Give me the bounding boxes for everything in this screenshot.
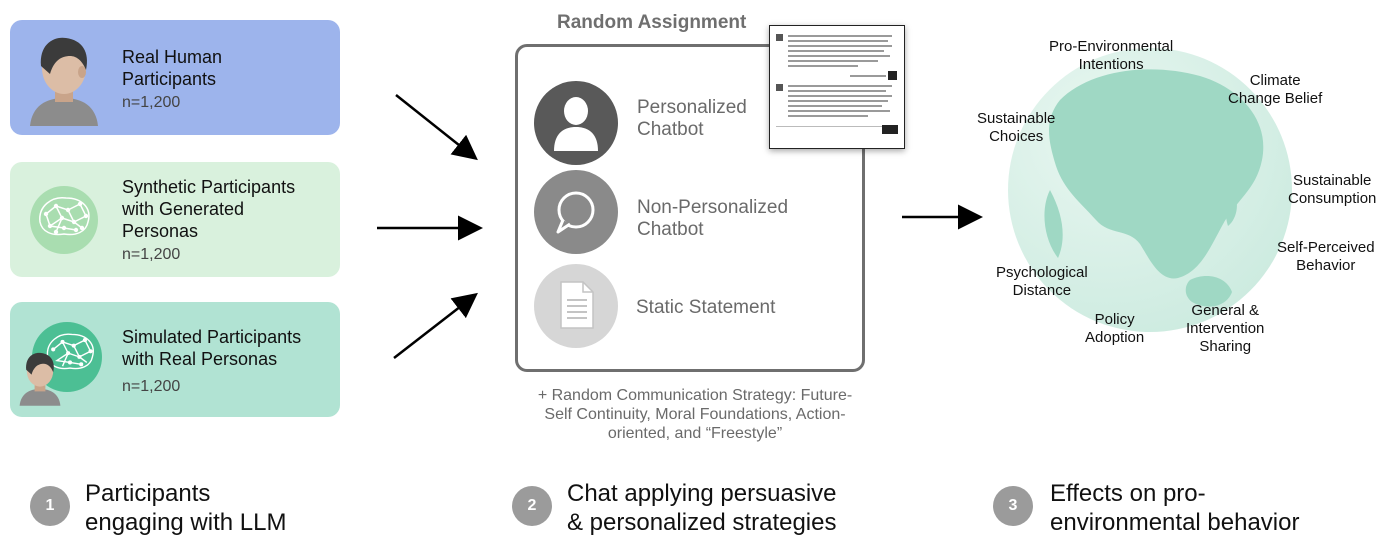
step-label-line: Effects on pro- <box>1050 480 1206 507</box>
chat-send-button <box>882 125 898 134</box>
card-title-line: Real Human <box>122 47 223 67</box>
outcome-line: Psychological <box>996 264 1088 281</box>
outcome-line: Sustainable <box>977 110 1056 127</box>
outcome-line: Sharing <box>1199 338 1252 355</box>
outcome-line: Self-Perceived <box>1277 239 1375 256</box>
non-personalized-chatbot-badge <box>534 170 618 254</box>
real-participants-count: n=1,200 <box>122 94 181 111</box>
step-label-line: Participants <box>85 480 211 507</box>
synthetic-participants-count: n=1,200 <box>122 246 181 263</box>
step-label-line: Chat applying persuasive <box>567 480 837 507</box>
outcome-line: Choices <box>989 128 1044 145</box>
speech-bubble-icon <box>554 190 598 234</box>
step-3-badge: 3 <box>993 486 1033 526</box>
static-statement-badge <box>534 264 618 348</box>
communication-strategy-note <box>505 386 885 443</box>
arrow-simulated-to-assignment <box>394 296 474 358</box>
condition-label-line: Non-Personalized <box>637 197 789 218</box>
assignment-title: Random Assignment <box>557 12 747 33</box>
outcome-policy-adoption <box>1085 311 1144 347</box>
arrow-real-to-assignment <box>396 95 474 157</box>
outcome-sustainable-consumption <box>1288 172 1376 208</box>
card-title-line: with Real Personas <box>122 349 278 369</box>
step-label-line: environmental behavior <box>1050 509 1300 536</box>
step-label-line: engaging with LLM <box>85 509 287 536</box>
outcome-line: Intentions <box>1078 56 1144 73</box>
step-2-label <box>567 479 837 537</box>
outcome-sustainable-choices <box>977 110 1055 146</box>
bot-avatar-icon <box>776 34 783 41</box>
person-silhouette-icon <box>554 95 598 151</box>
static-statement-label: Static Statement <box>636 297 776 318</box>
outcome-self-perceived-behavior <box>1277 239 1375 275</box>
strategy-line: Self Continuity, Moral Foundations, Action- <box>544 406 846 423</box>
outcome-line: General & <box>1191 302 1259 319</box>
non-personalized-chatbot-label <box>637 197 788 241</box>
outcome-line: Pro-Environmental <box>1049 38 1174 55</box>
document-icon <box>559 280 595 330</box>
chat-input-field <box>776 126 882 135</box>
outcome-line: Climate <box>1249 72 1301 89</box>
outcome-general-intervention-sharing <box>1186 302 1264 356</box>
outcome-line: Adoption <box>1085 329 1145 346</box>
outcome-line: Change Belief <box>1228 90 1323 107</box>
personalized-chatbot-badge <box>534 81 618 165</box>
outcome-line: Sustainable <box>1292 172 1372 189</box>
step-1-badge: 1 <box>30 486 70 526</box>
personalized-chatbot-label <box>637 97 747 141</box>
bot-avatar-icon <box>776 84 783 91</box>
outcome-line: Policy <box>1094 311 1135 328</box>
card-title-line: Personas <box>122 221 199 241</box>
step-1-label <box>85 479 286 537</box>
outcome-line: Consumption <box>1288 190 1377 207</box>
condition-label-line: Chatbot <box>637 219 704 240</box>
card-title-line: Participants <box>122 69 217 89</box>
outcome-psychological-distance <box>996 264 1088 300</box>
card-title-line: Simulated Participants <box>122 327 302 347</box>
outcome-pro-environmental-intentions <box>1049 38 1173 74</box>
card-title-line: Synthetic Participants <box>122 177 296 197</box>
condition-label-line: Personalized <box>637 97 747 118</box>
step-label-line: & personalized strategies <box>567 509 837 536</box>
outcome-line: Distance <box>1012 282 1072 299</box>
step-2-badge: 2 <box>512 486 552 526</box>
step-3-label <box>1050 479 1299 537</box>
user-avatar-icon <box>888 71 897 80</box>
outcome-line: Intervention <box>1186 320 1265 337</box>
strategy-line: oriented, and “Freestyle” <box>607 425 783 442</box>
strategy-line: + Random Communication Strategy: Future- <box>537 387 853 404</box>
card-title-line: with Generated <box>122 199 245 219</box>
chat-screenshot <box>769 25 905 149</box>
simulated-participants-count: n=1,200 <box>122 378 181 395</box>
outcome-climate-change-belief <box>1228 72 1322 108</box>
outcome-line: Behavior <box>1296 257 1356 274</box>
condition-label-line: Chatbot <box>637 119 704 140</box>
